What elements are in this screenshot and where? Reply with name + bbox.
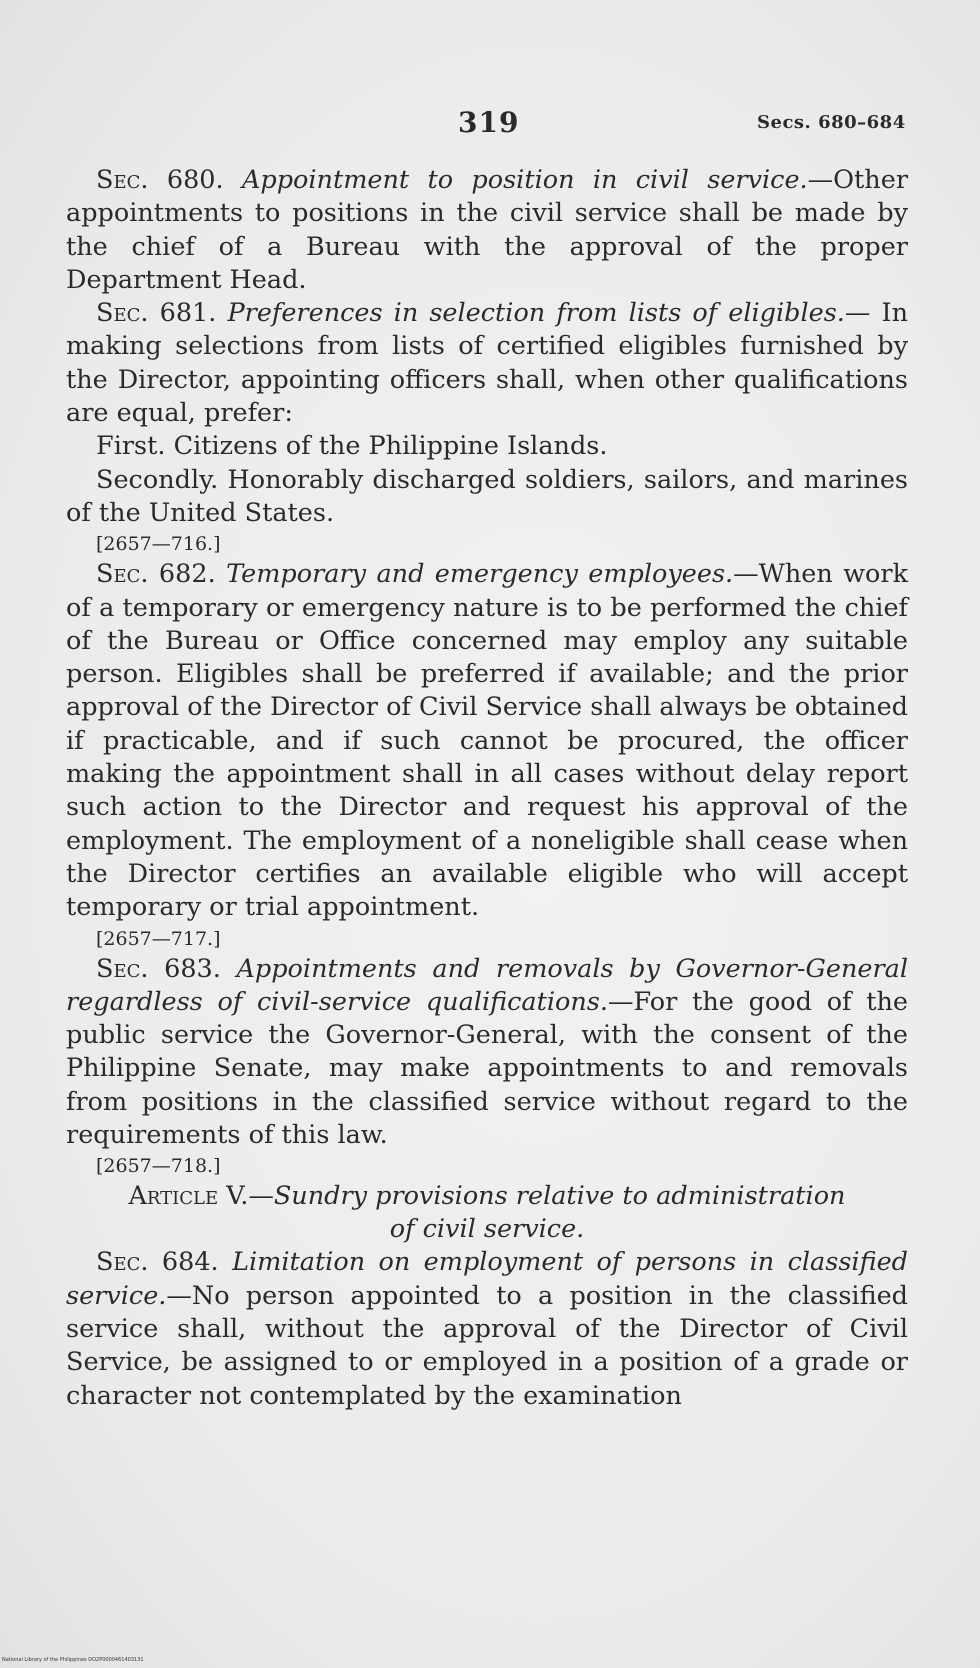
- citation: [2657—717.]: [96, 927, 221, 950]
- sec-number: 682.: [158, 559, 216, 590]
- sec-number: 684.: [161, 1247, 219, 1278]
- sec-label: Sec.: [96, 1247, 149, 1278]
- sec-label: Sec.: [96, 165, 149, 195]
- section-heading: Appointment to position in civil service.: [241, 165, 808, 195]
- article-heading: [66, 1180, 908, 1246]
- section-681: [66, 297, 908, 430]
- article-title-line1: Sundry provisions relative to administration: [273, 1181, 846, 1212]
- article-title-line2: of civil service.: [389, 1214, 585, 1245]
- page-number: 319: [458, 106, 520, 139]
- heading-dash: —: [733, 559, 759, 590]
- article-dash: —: [248, 1181, 274, 1212]
- section-heading: Temporary and emergency employees.: [226, 559, 734, 590]
- sec-number: 681.: [159, 298, 217, 329]
- heading-dash: —: [607, 986, 634, 1017]
- sec-number: 680.: [166, 165, 224, 195]
- body-text: [66, 164, 908, 1413]
- section-heading: Preferences in selection from lists of eligibles.: [227, 298, 845, 329]
- section-text: No person appointed to a position in the classified service shall, without the approval of the Director of Civil Service, be assigned to or employed in a position of a grade or character not contemplated by the examination: [66, 1280, 908, 1411]
- section-text: In making selections from lists of certified eligibles furnished by the Director, appointing officers shall, when other qualifications are equal, prefer:: [66, 298, 908, 429]
- page-header: [0, 106, 980, 146]
- section-683: [66, 953, 908, 1153]
- section-heading: Limitation on employment of persons in classified service.: [66, 1247, 908, 1311]
- section-682: [66, 558, 908, 924]
- section-text: For the good of the public service the Governor-General, with the consent of the Philippine Senate, may make appointments to and removals from positions in the classified service without regard to the requirements of this law.: [66, 986, 908, 1151]
- sec-number: 683.: [164, 953, 221, 984]
- section-heading: Appointments and removals by Governor-General regardless of civil-service qualifications.: [66, 953, 909, 1017]
- library-watermark: National Library of the Philippines DO2P0000461403131: [2, 1657, 144, 1663]
- citation: [2657—716.]: [96, 533, 221, 556]
- citation: [2657—718.]: [96, 1155, 221, 1178]
- article-label: Article V.: [128, 1181, 249, 1212]
- heading-dash: —: [807, 165, 834, 195]
- heading-dash: —: [166, 1280, 192, 1311]
- heading-dash: —: [844, 298, 871, 329]
- running-head: Secs. 680–684: [757, 112, 906, 133]
- section-text: When work of a temporary or emergency nature is to be performed the chief of the Bureau or Office concerned may employ any suitable person. Eligibles shall be preferred if available; and the prior approval of the Director of Civil Service shall always be obtained if practicable, and if such cannot be procured, the officer making the appointment shall in all cases without delay report such action to the Director and request his approval of the employment. The employment of a noneligible shall cease when the Director certifies an available eligible who will accept temporary or trial appointment.: [66, 559, 909, 923]
- sec-label: Sec.: [96, 298, 149, 329]
- sec-label: Sec.: [96, 559, 149, 590]
- section-684: [66, 1246, 908, 1412]
- preference-item-2: Secondly. Honorably discharged soldiers, sailors, and marines of the United States.: [66, 464, 908, 528]
- section-text: Other appointments to positions in the civil service shall be made by the chief of a Bureau with the approval of the proper Department Head.: [66, 165, 909, 295]
- preference-item-1: First. Citizens of the Philippine Islands.: [96, 431, 608, 462]
- section-680: [66, 164, 908, 297]
- sec-label: Sec.: [96, 953, 149, 984]
